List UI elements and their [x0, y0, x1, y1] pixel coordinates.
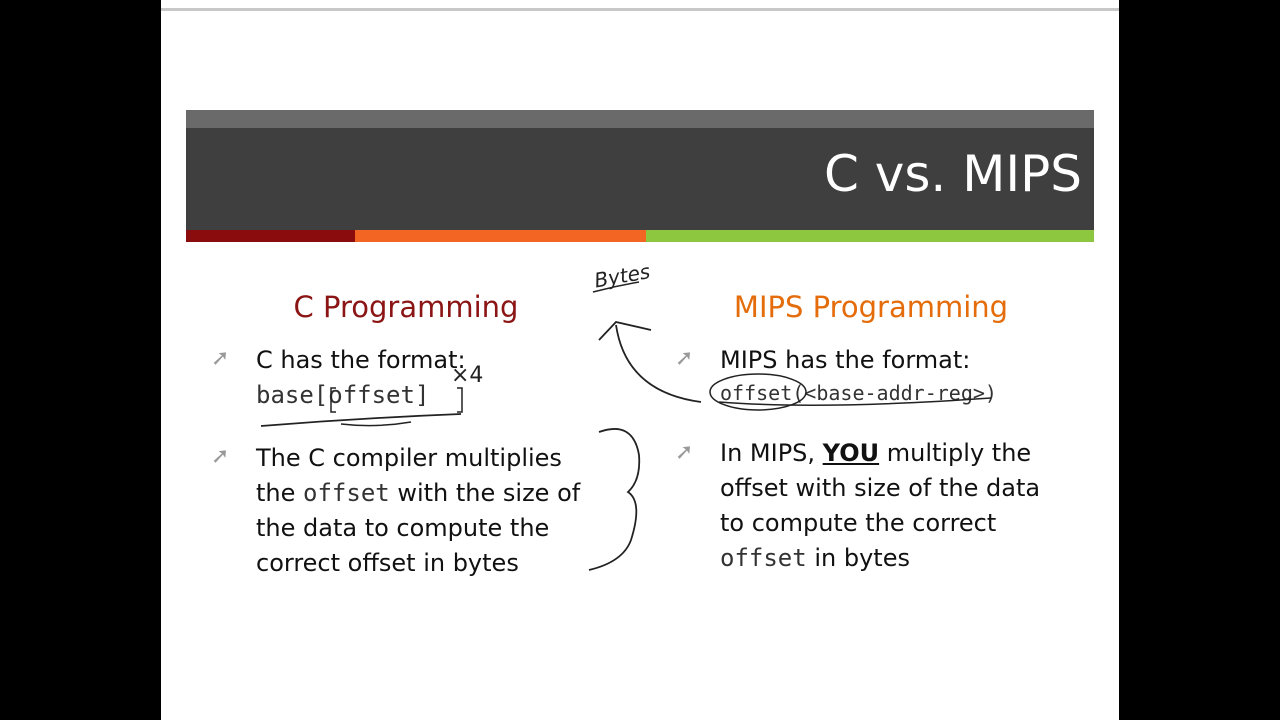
c-bullet-2-line-4: correct offset in bytes	[256, 549, 519, 577]
curved-arrow	[616, 325, 701, 402]
bullet-arrow-icon: ➚	[211, 444, 230, 469]
c-offset-code: offset	[303, 479, 390, 507]
mips-bullet-2-line-4-post: in bytes	[806, 544, 910, 572]
mips-bullet-2-post: multiply the	[879, 439, 1032, 467]
underline-stroke	[261, 414, 461, 426]
bracket-stroke	[331, 388, 336, 412]
bytes-note: Bytes	[592, 259, 652, 293]
bracket-stroke	[457, 388, 462, 412]
mips-bullet-2-pre: In MIPS,	[720, 439, 823, 467]
c-bullet-1-text: C has the format:	[256, 346, 466, 374]
mips-bullet-1-text: MIPS has the format:	[720, 346, 971, 374]
underline-stroke	[341, 422, 411, 426]
arrow-head-icon	[599, 322, 651, 340]
curly-brace-stroke	[589, 429, 639, 570]
handwritten-annotations	[161, 0, 1119, 720]
mips-bullet-2-line-3: to compute the correct	[720, 509, 997, 537]
c-bullet-2-line-1: The C compiler multiplies	[256, 444, 562, 472]
bullet-arrow-icon: ➚	[675, 440, 694, 465]
bullet-arrow-icon: ➚	[675, 346, 694, 371]
slide	[161, 0, 1119, 720]
bullet-arrow-icon: ➚	[211, 346, 230, 371]
mips-you-emphasis: YOU	[822, 439, 880, 467]
c-programming-heading: C Programming	[293, 290, 519, 324]
c-bullet-2-post: with the size of	[389, 479, 581, 507]
mips-underline-stroke	[719, 398, 991, 405]
mips-bullet-2-line-2: offset with size of the data	[720, 474, 1041, 502]
c-format-code: base[offset]	[256, 381, 430, 409]
slide-title: C vs. MIPS	[823, 145, 1082, 203]
c-bullet-2-pre: the	[256, 479, 304, 507]
mips-programming-heading: MIPS Programming	[733, 290, 1009, 324]
mips-offset-code: offset	[720, 544, 807, 572]
times-four-note: ×4	[451, 363, 484, 388]
c-bullet-2-line-3: the data to compute the	[256, 514, 550, 542]
mips-format-code: offset(<base-addr-reg>)	[720, 381, 997, 405]
